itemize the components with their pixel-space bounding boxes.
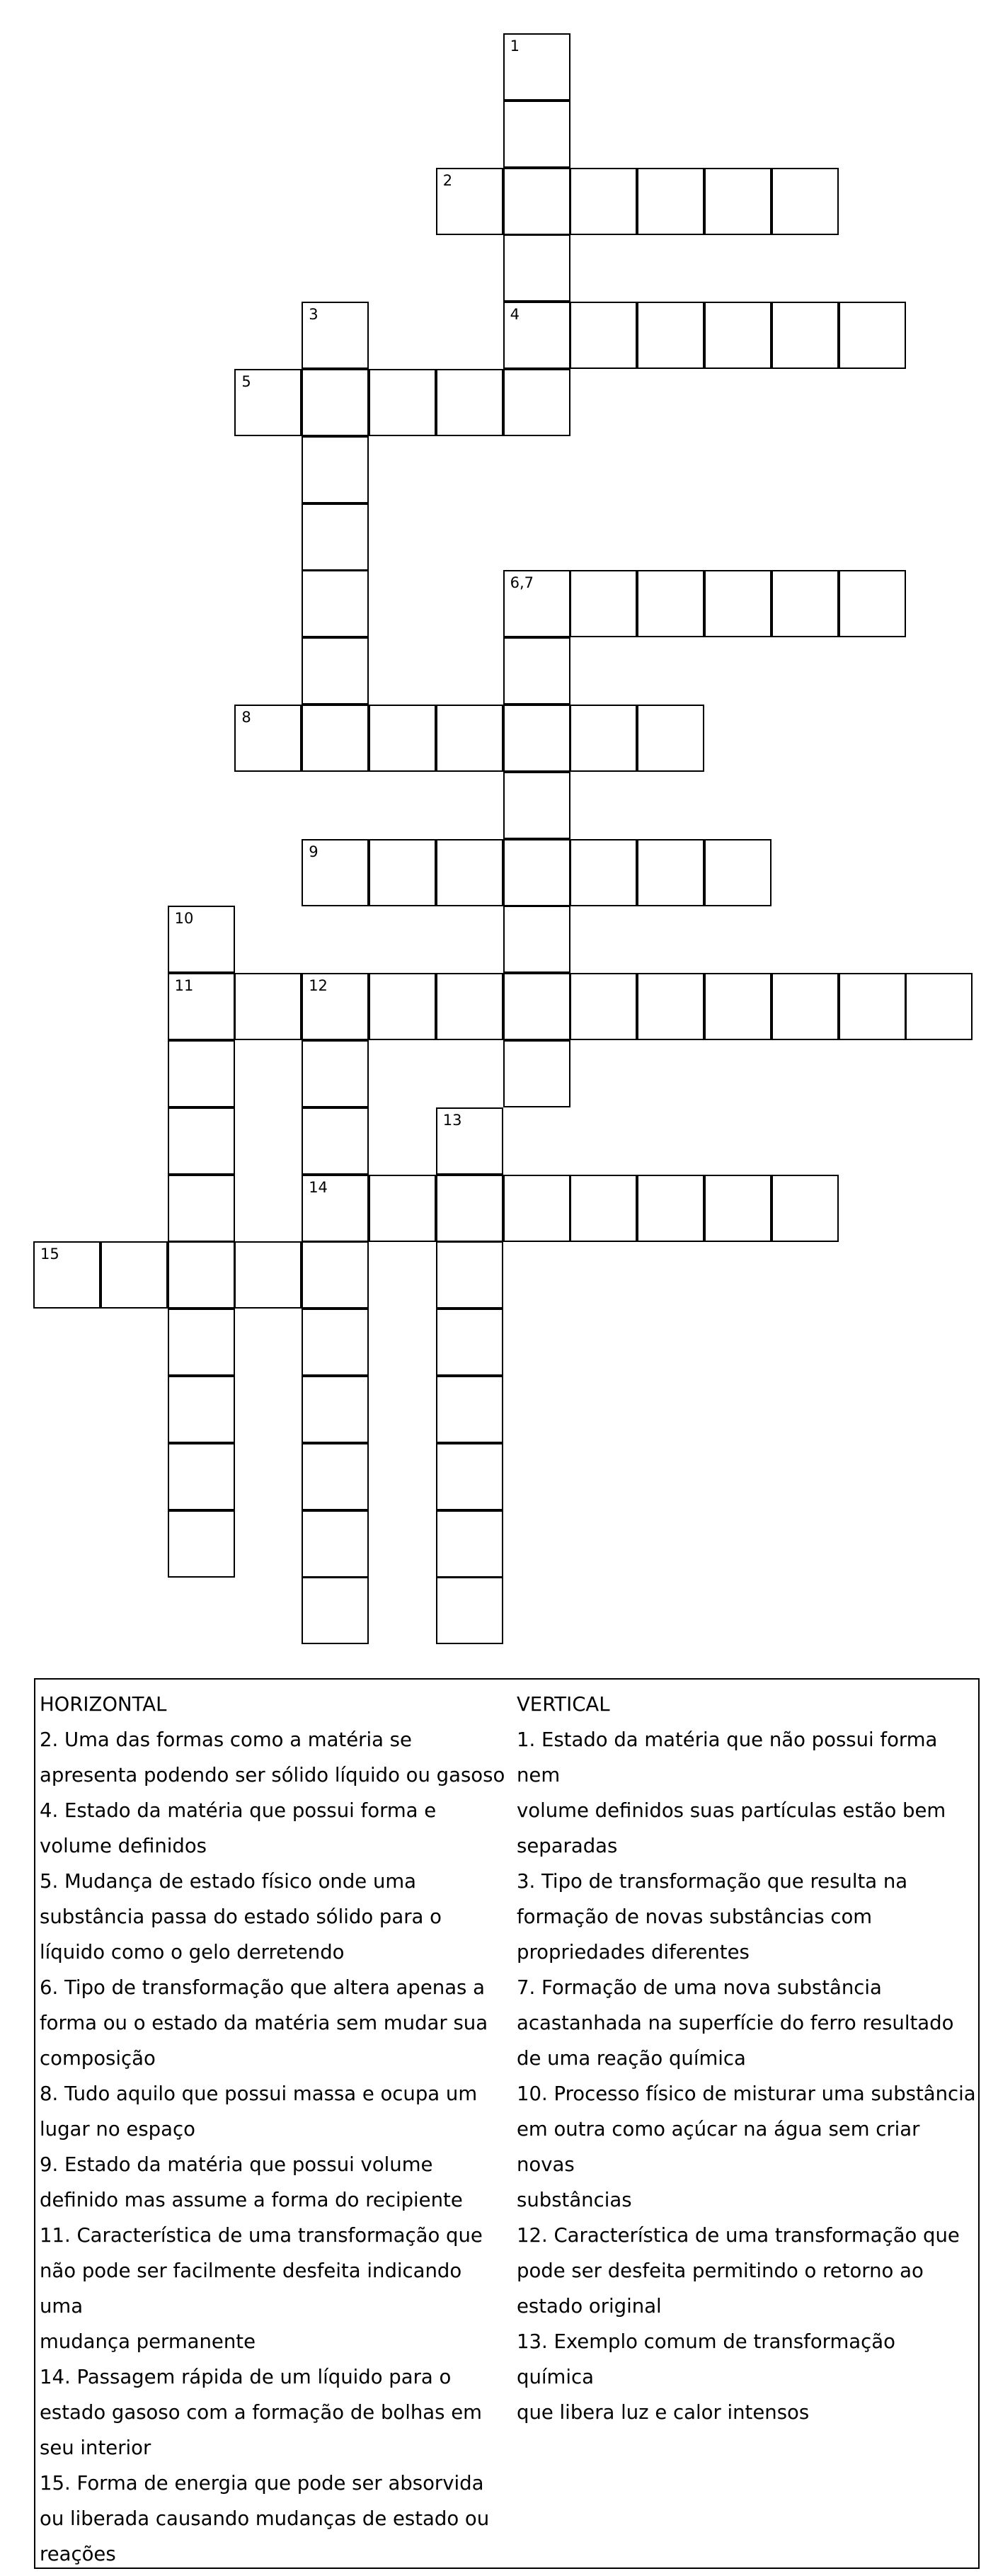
crossword-cell-6-7[interactable] [503, 570, 570, 637]
crossword-cell[interactable] [168, 1309, 235, 1376]
crossword-cell[interactable] [168, 1443, 235, 1510]
crossword-cell[interactable] [436, 839, 503, 906]
crossword-cell-13[interactable] [436, 1107, 503, 1175]
clue-line: líquido como o gelo derretendo [40, 1941, 345, 1964]
crossword-cell[interactable] [302, 1040, 369, 1107]
crossword-cell[interactable] [503, 772, 570, 839]
clue-line: 3. Tipo de transformação que resulta na [517, 1870, 908, 1893]
crossword-cell[interactable] [302, 1376, 369, 1443]
crossword-cell[interactable] [637, 570, 704, 637]
clue-number: 15 [40, 1246, 59, 1263]
clue-line: 2. Uma das formas como a matéria se [40, 1728, 412, 1751]
clue-line: pode ser desfeita permitindo o retorno ao [517, 2259, 924, 2282]
crossword-cell-8[interactable] [234, 705, 302, 772]
clue-number: 1 [510, 38, 520, 55]
crossword-cell[interactable] [436, 1376, 503, 1443]
crossword-cell[interactable] [302, 1577, 369, 1644]
crossword-cell[interactable] [704, 302, 772, 369]
crossword-cell[interactable] [436, 1175, 503, 1242]
clue-number: 6,7 [510, 574, 534, 592]
clue-line: forma ou o estado da matéria sem mudar sua [40, 2012, 488, 2034]
crossword-cell[interactable] [369, 1175, 436, 1242]
clue-line: 14. Passagem rápida de um líquido para o [40, 2366, 452, 2388]
crossword-cell[interactable] [168, 1175, 235, 1242]
clue-line: propriedades diferentes [517, 1941, 750, 1964]
clues-box [34, 1678, 980, 2569]
crossword-cell-3[interactable] [302, 302, 369, 369]
clue-line: apresenta podendo ser sólido líquido ou gasoso [40, 1764, 505, 1786]
crossword-cell[interactable] [168, 1510, 235, 1578]
crossword-cell[interactable] [570, 705, 637, 772]
crossword-cell[interactable] [436, 705, 503, 772]
crossword-cell[interactable] [503, 168, 570, 235]
clue-line: reações [40, 2543, 116, 2565]
crossword-cell[interactable] [503, 234, 570, 302]
crossword-cell[interactable] [704, 973, 772, 1040]
crossword-cell[interactable] [772, 973, 839, 1040]
clue-line: 10. Processo físico de misturar uma substância [517, 2082, 976, 2105]
crossword-cell[interactable] [503, 906, 570, 973]
crossword-cell[interactable] [302, 570, 369, 637]
crossword-cell[interactable] [839, 973, 906, 1040]
crossword-cell[interactable] [436, 973, 503, 1040]
crossword-cell[interactable] [570, 973, 637, 1040]
clue-line: 15. Forma de energia que pode ser absorvida [40, 2472, 484, 2495]
crossword-cell-9[interactable] [302, 839, 369, 906]
clue-line: definido mas assume a forma do recipiente [40, 2189, 463, 2211]
crossword-cell[interactable] [839, 302, 906, 369]
crossword-cell[interactable] [302, 637, 369, 705]
crossword-cell[interactable] [503, 973, 570, 1040]
crossword-cell[interactable] [302, 1241, 369, 1309]
clue-number: 13 [442, 1111, 462, 1129]
crossword-cell[interactable] [637, 302, 704, 369]
crossword-cell[interactable] [436, 1510, 503, 1578]
crossword-cell-5[interactable] [234, 369, 302, 436]
clue-number: 10 [174, 910, 194, 928]
crossword-cell[interactable] [503, 839, 570, 906]
crossword-cell[interactable] [637, 705, 704, 772]
crossword-cell[interactable] [772, 570, 839, 637]
crossword-cell[interactable] [570, 1175, 637, 1242]
crossword-cell[interactable] [503, 369, 570, 436]
crossword-cell[interactable] [302, 1107, 369, 1175]
crossword-cell[interactable] [168, 1376, 235, 1443]
clue-line: 6. Tipo de transformação que altera apenas a [40, 1976, 485, 1999]
crossword-cell[interactable] [101, 1241, 168, 1309]
crossword-cell[interactable] [503, 101, 570, 168]
clue-line: 12. Característica de uma transformação que [517, 2224, 960, 2247]
crossword-cell[interactable] [168, 1241, 235, 1309]
clue-number: 4 [510, 306, 520, 324]
crossword-cell[interactable] [570, 302, 637, 369]
crossword-cell[interactable] [704, 570, 772, 637]
clue-number: 14 [309, 1178, 328, 1196]
crossword-cell[interactable] [302, 369, 369, 436]
clue-line: composição [40, 2047, 156, 2070]
crossword-cell[interactable] [570, 570, 637, 637]
crossword-cell[interactable] [436, 1241, 503, 1309]
crossword-cell[interactable] [234, 973, 302, 1040]
clue-number: 3 [309, 306, 319, 324]
clue-line: 13. Exemplo comum de transformação química [517, 2330, 895, 2388]
horizontal-clues [40, 1687, 510, 2572]
crossword-cell-4[interactable] [503, 302, 570, 369]
clue-number: 2 [442, 171, 453, 189]
crossword-cell[interactable] [704, 1175, 772, 1242]
crossword-cell[interactable] [637, 839, 704, 906]
crossword-cell[interactable] [302, 1309, 369, 1376]
crossword-cell[interactable] [168, 1107, 235, 1175]
clue-line: volume definidos [40, 1835, 207, 1857]
crossword-cell[interactable] [772, 168, 839, 235]
crossword-cell[interactable] [436, 1309, 503, 1376]
clue-line: lugar no espaço [40, 2118, 195, 2141]
vertical-title: VERTICAL [517, 1693, 610, 1716]
crossword-cell[interactable] [503, 705, 570, 772]
clue-line: em outra como açúcar na água sem criar novas [517, 2118, 920, 2176]
crossword-cell[interactable] [905, 973, 973, 1040]
crossword-cell[interactable] [302, 705, 369, 772]
clue-line: formação de novas substâncias com [517, 1905, 873, 1928]
clue-number: 9 [309, 843, 319, 860]
clue-line: 5. Mudança de estado físico onde uma [40, 1870, 417, 1893]
clue-number: 11 [174, 977, 194, 995]
crossword-cell[interactable] [302, 1510, 369, 1578]
crossword-cell[interactable] [302, 503, 369, 571]
crossword-cell-11[interactable] [168, 973, 235, 1040]
crossword-cell-2[interactable] [436, 168, 503, 235]
clue-line: ou liberada causando mudanças de estado ou [40, 2507, 490, 2530]
crossword-cell[interactable] [369, 705, 436, 772]
clue-line: mudança permanente [40, 2330, 256, 2353]
clue-number: 8 [241, 709, 251, 726]
crossword-cell[interactable] [168, 1040, 235, 1107]
clue-line: estado original [517, 2295, 662, 2318]
crossword-cell-10[interactable] [168, 906, 235, 973]
clue-number: 5 [241, 373, 251, 390]
crossword-cell[interactable] [503, 1040, 570, 1107]
crossword-cell[interactable] [570, 839, 637, 906]
clue-line: 9. Estado da matéria que possui volume [40, 2153, 433, 2176]
crossword-cell[interactable] [503, 637, 570, 705]
clue-line: de uma reação química [517, 2047, 746, 2070]
crossword-cell[interactable] [772, 1175, 839, 1242]
clue-line: separadas [517, 1835, 618, 1857]
clue-line: acastanhada na superfície do ferro resultado [517, 2012, 954, 2034]
crossword-cell[interactable] [369, 839, 436, 906]
crossword-cell[interactable] [637, 168, 704, 235]
horizontal-title: HORIZONTAL [40, 1693, 167, 1716]
clue-line: 8. Tudo aquilo que possui massa e ocupa um [40, 2082, 478, 2105]
crossword-cell[interactable] [503, 1175, 570, 1242]
crossword-cell-14[interactable] [302, 1175, 369, 1242]
clue-line: seu interior [40, 2437, 151, 2459]
clue-line: que libera luz e calor intensos [517, 2401, 810, 2424]
crossword-cell[interactable] [704, 839, 772, 906]
crossword-cell[interactable] [839, 570, 906, 637]
crossword-cell[interactable] [234, 1241, 302, 1309]
clue-line: 11. Característica de uma transformação que [40, 2224, 483, 2247]
clue-line: não pode ser facilmente desfeita indicando uma [40, 2259, 462, 2318]
crossword-cell[interactable] [704, 168, 772, 235]
crossword-cell[interactable] [302, 1443, 369, 1510]
crossword-cell[interactable] [570, 168, 637, 235]
clue-line: substância passa do estado sólido para o [40, 1905, 442, 1928]
crossword-cell[interactable] [302, 436, 369, 503]
crossword-cell-12[interactable] [302, 973, 369, 1040]
crossword-cell[interactable] [637, 1175, 704, 1242]
clue-line: volume definidos suas partículas estão bem [517, 1799, 946, 1822]
crossword-cell-15[interactable] [33, 1241, 101, 1309]
clue-line: estado gasoso com a formação de bolhas em [40, 2401, 482, 2424]
crossword-cell[interactable] [369, 973, 436, 1040]
vertical-clues [517, 1687, 977, 2430]
clue-line: 1. Estado da matéria que não possui forma nem [517, 1728, 938, 1786]
crossword-cell[interactable] [637, 973, 704, 1040]
crossword-cell[interactable] [436, 1577, 503, 1644]
crossword-cell[interactable] [369, 369, 436, 436]
clue-line: 4. Estado da matéria que possui forma e [40, 1799, 437, 1822]
crossword-cell-1[interactable] [503, 33, 570, 101]
crossword-cell[interactable] [436, 369, 503, 436]
crossword-cell[interactable] [436, 1443, 503, 1510]
crossword-cell[interactable] [772, 302, 839, 369]
clue-line: substâncias [517, 2189, 632, 2211]
clue-number: 12 [309, 977, 328, 995]
clue-line: 7. Formação de uma nova substância [517, 1976, 882, 1999]
